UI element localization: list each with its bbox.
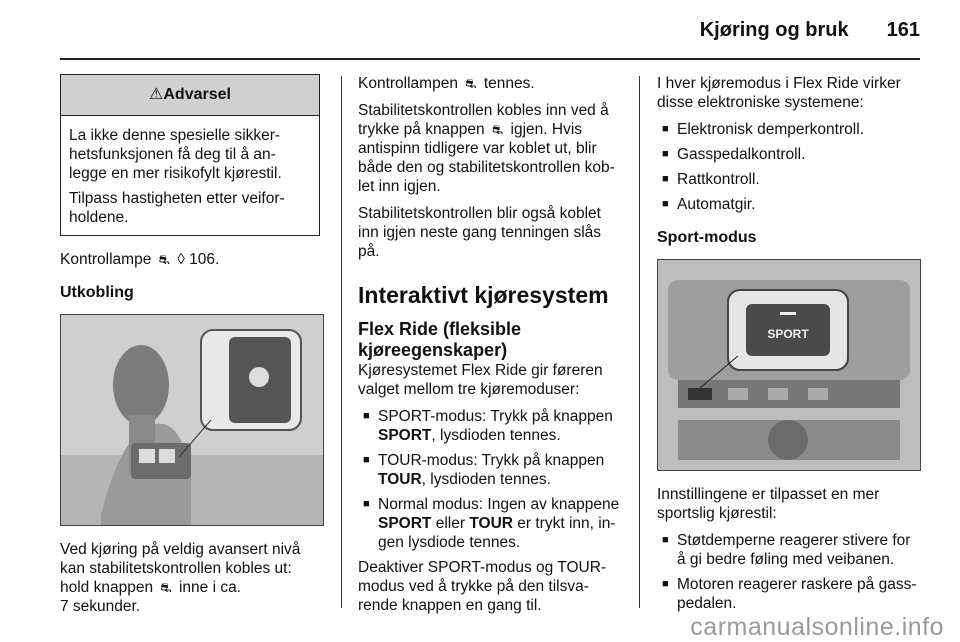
warning-box (60, 74, 320, 236)
page-header-title: Kjøring og bruk (699, 18, 849, 41)
text: Ved kjøring på veldig avansert nivå kan stabilitetskontrollen kobles ut: hold knappen (60, 541, 301, 596)
lamp-reference (60, 250, 324, 269)
list-item: ■ Gasspedalkontroll. (657, 145, 921, 164)
watermark: carmanualsonline.info (690, 613, 944, 641)
text: 7 sekunder. (60, 598, 141, 615)
esc-lamp-icon: ⛐ (465, 76, 477, 91)
subheading: Flex Ride (fleksible kjøreegenskaper) (358, 319, 522, 360)
column-2 (358, 74, 624, 623)
mode-list (358, 407, 624, 552)
text: Stabilitetskontrollen kobles inn ved å trykke på knappen (358, 102, 609, 138)
page-ref-icon: ◊ (177, 251, 185, 268)
section-heading-sport: Sport-modus (657, 229, 757, 246)
list-item: ■ Støtdemperne reagerer stivere for å gi bedre føling med veibanen. (657, 531, 921, 569)
column-3 (657, 74, 921, 619)
text: tennes. (483, 75, 535, 92)
column-1 (60, 74, 324, 624)
sport-effects-list (657, 531, 921, 613)
list-item: ■ Automatgir. (657, 195, 921, 214)
paragraph: I hver kjøremodus i Flex Ride virker disse elektroniske systemene: (657, 75, 901, 111)
text: igjen. Hvis antispinn tidligere var koblet ut, blir både den og stabilitetskontrollen kob-let inn igjen. (358, 121, 615, 195)
warning-header (61, 75, 319, 116)
text: inne i ca. (178, 579, 241, 596)
paragraph (60, 540, 324, 616)
sport-button-photo (657, 259, 921, 471)
paragraph: Deaktiver SPORT-modus og TOUR-modus ved å trykke på den tilsva-rende knappen en gang til. (358, 559, 607, 614)
esc-off-icon: ⛐ (160, 580, 172, 595)
page-header (700, 14, 920, 46)
system-list (657, 120, 921, 214)
esc-off-icon: ⛐ (158, 252, 170, 267)
key-sport: SPORT (378, 427, 432, 444)
lamp-label: Kontrollampe (60, 251, 152, 268)
paragraph: Kjøresystemet Flex Ride gir føreren valget mellom tre kjøremoduser: (358, 362, 603, 398)
key-sport: SPORT (378, 515, 432, 532)
sport-label: SPORT (767, 327, 809, 341)
section-heading: Interaktivt kjøresystem (358, 282, 609, 308)
list-item: ■ Rattkontroll. (657, 170, 921, 189)
list-item: ■ Normal modus: Ingen av knappene SPORT eller TOUR er trykt inn, in-gen lysdiode tennes. (358, 495, 624, 552)
list-item: ■ Motoren reagerer raskere på gass-pedalen. (657, 575, 921, 613)
gear-console-photo (60, 314, 324, 526)
esc-off-icon: ⛐ (491, 122, 504, 137)
warning-body (61, 116, 319, 235)
warning-text: Tilpass hastigheten etter veifor-holdene. (69, 190, 285, 226)
warning-text: La ikke denne spesielle sikker-hetsfunksjonen få deg til å an-legge en mer risikofylt kjørestil. (69, 127, 282, 182)
warning-title: Advarsel (163, 86, 231, 103)
key-tour: TOUR (469, 515, 513, 532)
paragraph (358, 101, 624, 196)
page-ref[interactable]: 106. (189, 251, 220, 268)
column-divider (639, 76, 640, 608)
page-number: 161 (886, 18, 920, 41)
warning-icon: ⚠ (149, 86, 164, 103)
list-item: ■ SPORT-modus: Trykk på knappen SPORT, lysdioden tennes. (358, 407, 624, 445)
header-rule (60, 58, 920, 60)
key-tour: TOUR (378, 471, 422, 488)
section-heading-utkobling: Utkobling (60, 284, 134, 301)
paragraph: Stabilitetskontrollen blir også koblet inn igjen neste gang tenningen slås på. (358, 205, 602, 260)
list-item: ■ Elektronisk demperkontroll. (657, 120, 921, 139)
paragraph (358, 74, 624, 93)
list-item: ■ TOUR-modus: Trykk på knappen TOUR, lysdioden tennes. (358, 451, 624, 489)
paragraph: Innstillingene er tilpasset en mer sportslig kjørestil: (657, 486, 880, 522)
text: Kontrollampen (358, 75, 458, 92)
column-divider (341, 76, 342, 608)
